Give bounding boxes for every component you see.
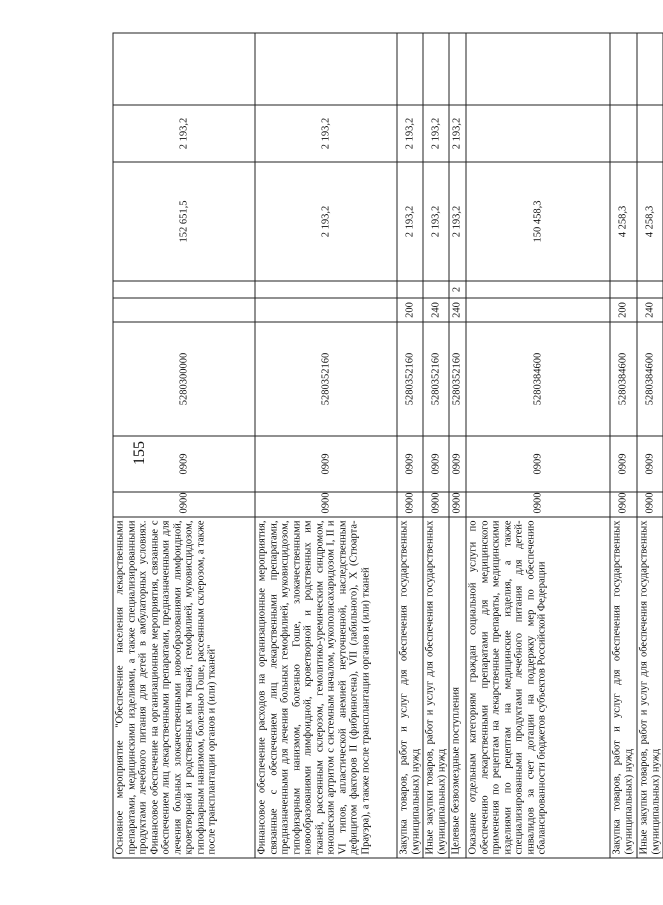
amount-3 <box>610 33 637 105</box>
ved-code: 0900 <box>466 492 610 517</box>
section-code: 0909 <box>397 436 423 492</box>
expense-type-code <box>466 298 610 322</box>
target-article-code: 5280384600 <box>637 322 663 436</box>
amount-1: 152 651,5 <box>113 162 255 281</box>
row-description: Целевые безвозмездные поступления <box>449 517 466 858</box>
section-code: 0909 <box>113 436 255 492</box>
ved-code: 0900 <box>423 492 449 517</box>
table-row <box>610 33 637 858</box>
extra-code <box>397 281 423 298</box>
target-article-code: 5280384600 <box>610 322 637 436</box>
row-description: Закупка товаров, работ и услуг для обеспечения государственных (муниципальных) нужд <box>397 517 423 858</box>
row-description: Основное мероприятие "Обеспечение населения лекарственными препаратами, медицинскими изделиями, а также специализированными продуктами лечебного питания для детей в амбулаторных условиях. Финансовое обеспечение на организационные мероприятия, связанные с обеспечением лиц лекарственными препаратами, предназначенными для лечения больных злокачественными новообразованиями лимфоидной, кроветворной и родственных им тканей, гемофилией, муковисцидозом, гипофизарным нанизмом, болезнью Гоше, рассеянным склерозом, а также после трансплантации органов и (или) тканей" <box>113 517 255 858</box>
expense-type-code <box>255 298 397 322</box>
table-row <box>255 33 397 858</box>
target-article-code: 5280352160 <box>449 322 466 436</box>
table-row <box>466 33 610 858</box>
target-article-code: 5280384600 <box>466 322 610 436</box>
ved-code: 0900 <box>113 492 255 517</box>
amount-2: 2 193,2 <box>113 105 255 162</box>
table-row <box>637 33 663 858</box>
amount-2: 2 193,2 <box>397 105 423 162</box>
rotated-page <box>112 34 661 859</box>
amount-3 <box>637 33 663 105</box>
row-description: Иные закупки товаров, работ и услуг для обеспечения государственных (муниципальных) нужд <box>423 517 449 858</box>
amount-2 <box>466 105 610 162</box>
amount-1: 2 193,2 <box>423 162 449 281</box>
amount-1: 2 193,2 <box>397 162 423 281</box>
expense-type-code: 240 <box>637 298 663 322</box>
target-article-code: 5280300000 <box>113 322 255 436</box>
expense-type-code: 240 <box>449 298 466 322</box>
amount-2: 2 193,2 <box>255 105 397 162</box>
expense-type-code: 200 <box>397 298 423 322</box>
extra-code <box>466 281 610 298</box>
ved-code: 0900 <box>610 492 637 517</box>
extra-code: 2 <box>449 281 466 298</box>
budget-table <box>112 33 663 859</box>
table-row <box>113 33 255 858</box>
amount-3 <box>255 33 397 105</box>
amount-1: 150 458,3 <box>466 162 610 281</box>
amount-1: 2 193,2 <box>449 162 466 281</box>
table-row <box>423 33 449 858</box>
ved-code: 0900 <box>449 492 466 517</box>
ved-code: 0900 <box>255 492 397 517</box>
row-description: Оказание отдельным категориям граждан социальной услуги по обеспечению лекарственными препаратами для медицинского применения по рецептам на лекарственные препараты, медицинскими изделиями по рецептам на медицинские изделия, а также специализированными продуктами лечебного питания для детей-инвалидов за счет дотации на поддержку мер по обеспечению сбалансированности бюджетов субъектов Российской Федерации <box>466 517 610 858</box>
row-description: Финансовое обеспечение расходов на организационные мероприятия, связанные с обеспечением лиц лекарственными препаратами, предназначенными для лечения больных гемофилией, муковисцидозом, гипофизарным нанизмом, болезнью Гоше, злокачественными новообразованиями лимфоидной, кроветворной и родственных им тканей, рассеянным склерозом, гемолитико-уремическим синдромом, юношеским артритом с системным началом, мукополисахаридозом I, II и VI типов, апластической анемией неуточненной, наследственным дефицитом факторов II (фибриногена), VII (лабильного), X (Стюарта-Прауэра), а также после трансплантации органов и (или) тканей <box>255 517 397 858</box>
table-row <box>397 33 423 858</box>
extra-code <box>637 281 663 298</box>
amount-3 <box>449 33 466 105</box>
ved-code: 0900 <box>397 492 423 517</box>
section-code: 0909 <box>423 436 449 492</box>
extra-code <box>610 281 637 298</box>
amount-1: 2 193,2 <box>255 162 397 281</box>
amount-1: 4 258,3 <box>637 162 663 281</box>
row-description: Закупка товаров, работ и услуг для обеспечения государственных (муниципальных) нужд <box>610 517 637 858</box>
amount-3 <box>113 33 255 105</box>
expense-type-code: 240 <box>423 298 449 322</box>
target-article-code: 5280352160 <box>397 322 423 436</box>
page-number: 155 <box>131 441 148 465</box>
expense-type-code: 200 <box>610 298 637 322</box>
row-description: Иные закупки товаров, работ и услуг для обеспечения государственных (муниципальных) нужд <box>637 517 663 858</box>
amount-2 <box>610 105 637 162</box>
amount-3 <box>397 33 423 105</box>
extra-code <box>255 281 397 298</box>
amount-3 <box>423 33 449 105</box>
amount-2: 2 193,2 <box>449 105 466 162</box>
extra-code <box>113 281 255 298</box>
extra-code <box>423 281 449 298</box>
table-row <box>449 33 466 858</box>
section-code: 0909 <box>637 436 663 492</box>
amount-2: 2 193,2 <box>423 105 449 162</box>
amount-2 <box>637 105 663 162</box>
section-code: 0909 <box>610 436 637 492</box>
ved-code: 0900 <box>637 492 663 517</box>
amount-3 <box>466 33 610 105</box>
target-article-code: 5280352160 <box>423 322 449 436</box>
section-code: 0909 <box>255 436 397 492</box>
section-code: 0909 <box>449 436 466 492</box>
amount-1: 4 258,3 <box>610 162 637 281</box>
target-article-code: 5280352160 <box>255 322 397 436</box>
expense-type-code <box>113 298 255 322</box>
section-code: 0909 <box>466 436 610 492</box>
